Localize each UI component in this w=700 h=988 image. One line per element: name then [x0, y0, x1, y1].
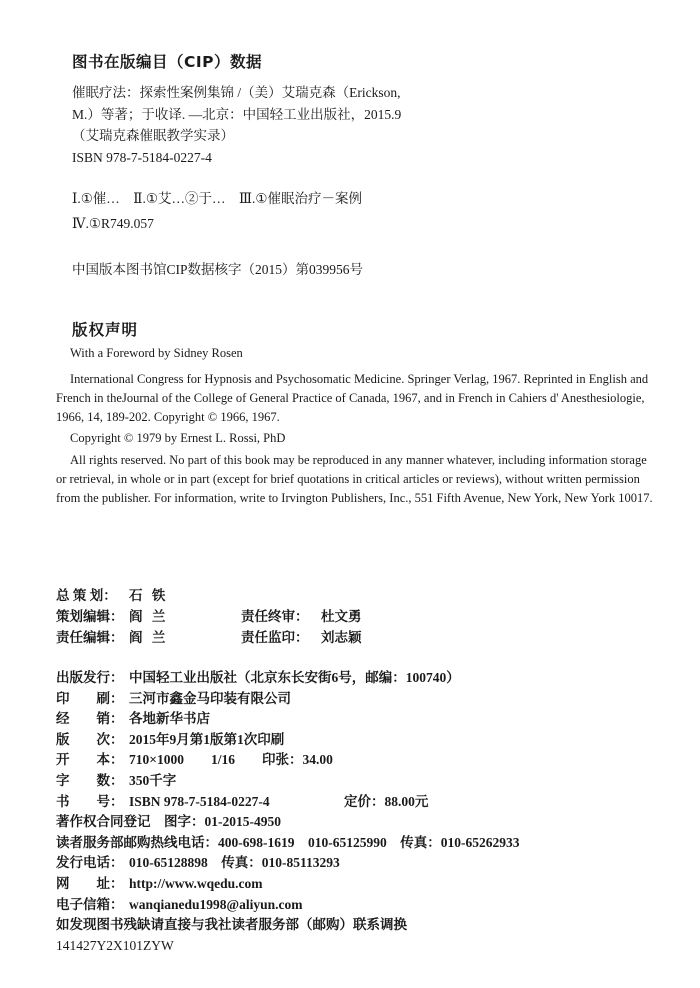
- planning-editor-value: 阎 兰: [129, 609, 169, 624]
- rights-paragraph: [56, 451, 656, 508]
- website-label: 网 址：: [56, 875, 124, 891]
- edition-row: [56, 730, 519, 751]
- responsible-editor-value: 阎 兰: [129, 630, 169, 645]
- email-row: [56, 895, 519, 916]
- words-label: 字 数：: [56, 772, 124, 788]
- chief-planner-label: 总 策 划：: [56, 588, 117, 603]
- website-link[interactable]: http://www.wqedu.com: [129, 875, 263, 891]
- print-supervisor-label: 责任监印：: [241, 630, 309, 645]
- cip-isbn: ISBN 978-7-5184-0227-4: [72, 149, 212, 165]
- cip-class-line-1: Ⅰ.①催… Ⅱ.①艾…②于… Ⅲ.①催眠治疗－案例: [72, 191, 362, 206]
- foreword-text: With a Foreword by Sidney Rosen: [70, 346, 243, 360]
- rights-text: All rights reserved. No part of this book may be reproduced in any manner whatever, including information storage or retrieval, in whole or in part (except for brief quotations in critical articles or reviews), without written permission from the publisher. For information, write to Irvington Publishers, Inc., 551 Fifth Avenue, New York, New York 10017.: [56, 453, 653, 505]
- planning-editor-label: 策划编辑：: [56, 609, 124, 624]
- publisher-label: 出版发行：: [56, 670, 124, 685]
- congress-paragraph: [56, 370, 656, 427]
- cip-classification: [72, 186, 362, 236]
- format-row: [56, 750, 519, 771]
- publisher-value: 中国轻工业出版社（北京东长安街6号，邮编：100740）: [129, 670, 460, 685]
- words-row: [56, 771, 519, 792]
- credit-row-planning: [56, 606, 362, 627]
- hotline-label: 读者服务部邮购热线电话：: [56, 834, 218, 850]
- foreword-line: [56, 344, 656, 363]
- email-label: 电子信箱：: [56, 896, 124, 912]
- copyright-heading: 版权声明: [72, 321, 139, 339]
- contract-registration: 著作权合同登记 图字：01-2015-4950: [56, 814, 281, 830]
- printer-row: [56, 689, 519, 710]
- responsible-editor-label: 责任编辑：: [56, 630, 124, 645]
- print-supervisor-value: 刘志颖: [321, 630, 362, 645]
- distributor-row: [56, 709, 519, 730]
- edition-value: 2015年9月第1版第1次印刷: [129, 731, 285, 747]
- code-row: [56, 936, 519, 957]
- final-review-value: 杜文勇: [321, 609, 362, 624]
- defect-notice: 如发现图书残缺请直接与我社读者服务部（邮购）联系调换: [56, 917, 407, 933]
- cip-title: 图书在版编目（CIP）数据: [72, 53, 263, 71]
- hotline-value: 400-698-1619 010-65125990 传真：010-65262933: [218, 834, 520, 850]
- defect-notice-row: [56, 915, 519, 936]
- book-code: 141427Y2X101ZYW: [56, 937, 174, 953]
- cip-record: [72, 82, 492, 168]
- isbn-label: 书 号：: [56, 793, 124, 809]
- website-row: [56, 874, 519, 895]
- printer-label: 印 刷：: [56, 690, 124, 706]
- credit-row-responsible: [56, 627, 362, 648]
- format-value: 710×1000 1/16 印张：34.00: [129, 752, 333, 768]
- isbn-value: ISBN 978-7-5184-0227-4: [129, 793, 270, 809]
- cip-line-3: （艾瑞克森催眠教学实录）: [72, 128, 234, 143]
- price-label: 定价：: [344, 793, 385, 809]
- cip-line-2: M.）等著；于收译. —北京：中国轻工业出版社，2015.9: [72, 106, 402, 122]
- cip-data-number: 中国版本图书馆CIP数据核字（2015）第039956号: [72, 262, 364, 277]
- credit-row-chief: [56, 585, 362, 606]
- price-value: 88.00元: [384, 793, 429, 809]
- sales-phone-value: 010-65128898 传真：010-85113293: [129, 855, 340, 871]
- distributor-value: 各地新华书店: [129, 711, 210, 727]
- cip-class-line-2: Ⅳ.①R749.057: [72, 216, 154, 231]
- sales-phone-row: [56, 853, 519, 874]
- words-value: 350千字: [129, 772, 177, 788]
- isbn-row: [56, 792, 519, 813]
- edition-label: 版 次：: [56, 731, 124, 747]
- printer-value: 三河市鑫金马印装有限公司: [129, 690, 291, 706]
- format-label: 开 本：: [56, 752, 124, 768]
- editorial-credits: [56, 585, 362, 648]
- email-link[interactable]: wanqianedu1998@aliyun.com: [129, 896, 303, 912]
- chief-planner-value: 石 铁: [129, 588, 169, 603]
- distributor-label: 经 销：: [56, 711, 124, 727]
- sales-phone-label: 发行电话：: [56, 855, 124, 871]
- cip-line-1: 催眠疗法：探索性案例集锦 /（美）艾瑞克森（Erickson,: [72, 85, 401, 100]
- contract-row: [56, 812, 519, 833]
- hotline-row: [56, 833, 519, 854]
- congress-text: International Congress for Hypnosis and Psychosomatic Medicine. Springer Verlag, 1967. Reprinted in English and French in theJournal of the College of General Practice of Canada, 1967, and in French in Cahiers d' Anesthesiologie, 1966, 14, 189-202. Copyright © 1966, 1967.: [56, 372, 649, 424]
- final-review-label: 责任终审：: [241, 609, 309, 624]
- copyright-line: [56, 429, 656, 448]
- publisher-row: [56, 668, 519, 689]
- publication-info: [56, 668, 519, 956]
- copyright-text: Copyright © 1979 by Ernest L. Rossi, PhD: [70, 431, 286, 445]
